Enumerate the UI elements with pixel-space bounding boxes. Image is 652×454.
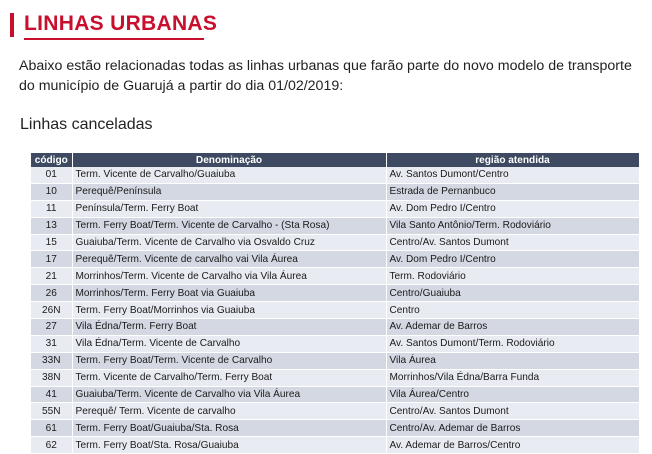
- line-region-cell: Centro/Av. Santos Dumont: [386, 403, 639, 420]
- line-code-cell: 61: [31, 420, 72, 437]
- line-name-cell: Term. Ferry Boat/Term. Vicente de Carvalho - (Sta Rosa): [72, 217, 386, 234]
- column-header-region: região atendida: [386, 153, 639, 167]
- table-row: [31, 183, 639, 200]
- table-row: [31, 420, 639, 437]
- line-region-cell: Av. Dom Pedro I/Centro: [386, 200, 639, 217]
- line-code-cell: 31: [31, 335, 72, 352]
- table-header-row: [31, 153, 639, 167]
- line-code-cell: 38N: [31, 369, 72, 386]
- line-region-cell: Av. Ademar de Barros: [386, 319, 639, 336]
- table-row: [31, 167, 639, 183]
- table-row: [31, 437, 639, 454]
- line-region-cell: Av. Santos Dumont/Centro: [386, 167, 639, 183]
- line-code-cell: 11: [31, 200, 72, 217]
- line-code-cell: 01: [31, 167, 72, 183]
- line-code-cell: 26: [31, 285, 72, 302]
- line-code-cell: 15: [31, 234, 72, 251]
- line-name-cell: Perequê/Term. Vicente de carvalho vai Vila Áurea: [72, 251, 386, 268]
- line-name-cell: Guaiuba/Term. Vicente de Carvalho via Vila Áurea: [72, 386, 386, 403]
- table-row: [31, 217, 639, 234]
- line-name-cell: Term. Ferry Boat/Term. Vicente de Carvalho: [72, 352, 386, 369]
- line-region-cell: Term. Rodoviário: [386, 268, 639, 285]
- line-code-cell: 13: [31, 217, 72, 234]
- page-title: LINHAS URBANAS: [24, 12, 218, 35]
- line-region-cell: Estrada de Pernanbuco: [386, 183, 639, 200]
- table-row: [31, 335, 639, 352]
- table-row: [31, 285, 639, 302]
- line-code-cell: 41: [31, 386, 72, 403]
- intro-paragraph: Abaixo estão relacionadas todas as linhas urbanas que farão parte do novo modelo de transporte do município de Guarujá a partir do dia 01/02/2019:: [19, 58, 632, 94]
- table-row: [31, 369, 639, 386]
- title-accent-bar: [10, 13, 14, 37]
- line-region-cell: Vila Áurea/Centro: [386, 386, 639, 403]
- line-region-cell: Centro/Guaiuba: [386, 285, 639, 302]
- line-code-cell: 21: [31, 268, 72, 285]
- line-region-cell: Vila Áurea: [386, 352, 639, 369]
- line-region-cell: Centro/Av. Santos Dumont: [386, 234, 639, 251]
- table-row: [31, 352, 639, 369]
- title-underline: [24, 38, 204, 40]
- line-name-cell: Perequê/ Term. Vicente de carvalho: [72, 403, 386, 420]
- table-row: [31, 200, 639, 217]
- table-row: [31, 386, 639, 403]
- column-header-name: Denominação: [72, 153, 386, 167]
- section-title: Linhas canceladas: [20, 116, 153, 133]
- line-name-cell: Vila Édna/Term. Ferry Boat: [72, 319, 386, 336]
- line-region-cell: Av. Santos Dumont/Term. Rodoviário: [386, 335, 639, 352]
- line-code-cell: 27: [31, 319, 72, 336]
- line-name-cell: Península/Term. Ferry Boat: [72, 200, 386, 217]
- table-row: [31, 234, 639, 251]
- line-region-cell: Av. Ademar de Barros/Centro: [386, 437, 639, 454]
- line-region-cell: Centro/Av. Ademar de Barros: [386, 420, 639, 437]
- canceled-lines-table: [31, 153, 640, 454]
- line-region-cell: Morrinhos/Vila Édna/Barra Funda: [386, 369, 639, 386]
- line-name-cell: Term. Ferry Boat/Guaiuba/Sta. Rosa: [72, 420, 386, 437]
- line-code-cell: 55N: [31, 403, 72, 420]
- line-name-cell: Morrinhos/Term. Vicente de Carvalho via Vila Áurea: [72, 268, 386, 285]
- line-name-cell: Perequê/Península: [72, 183, 386, 200]
- table-row: [31, 302, 639, 319]
- line-code-cell: 17: [31, 251, 72, 268]
- line-name-cell: Term. Vicente de Carvalho/Guaiuba: [72, 167, 386, 183]
- line-name-cell: Morrinhos/Term. Ferry Boat via Guaiuba: [72, 285, 386, 302]
- line-name-cell: Term. Ferry Boat/Sta. Rosa/Guaiuba: [72, 437, 386, 454]
- table-row: [31, 319, 639, 336]
- line-code-cell: 10: [31, 183, 72, 200]
- table-body: [31, 167, 639, 454]
- line-code-cell: 26N: [31, 302, 72, 319]
- line-code-cell: 62: [31, 437, 72, 454]
- table-row: [31, 403, 639, 420]
- table-row: [31, 268, 639, 285]
- line-code-cell: 33N: [31, 352, 72, 369]
- column-header-code: código: [31, 153, 72, 167]
- line-name-cell: Guaiuba/Term. Vicente de Carvalho via Osvaldo Cruz: [72, 234, 386, 251]
- line-region-cell: Av. Dom Pedro I/Centro: [386, 251, 639, 268]
- table-row: [31, 251, 639, 268]
- line-region-cell: Vila Santo Antônio/Term. Rodoviário: [386, 217, 639, 234]
- line-name-cell: Vila Édna/Term. Vicente de Carvalho: [72, 335, 386, 352]
- line-name-cell: Term. Ferry Boat/Morrinhos via Guaiuba: [72, 302, 386, 319]
- line-region-cell: Centro: [386, 302, 639, 319]
- line-name-cell: Term. Vicente de Carvalho/Term. Ferry Boat: [72, 369, 386, 386]
